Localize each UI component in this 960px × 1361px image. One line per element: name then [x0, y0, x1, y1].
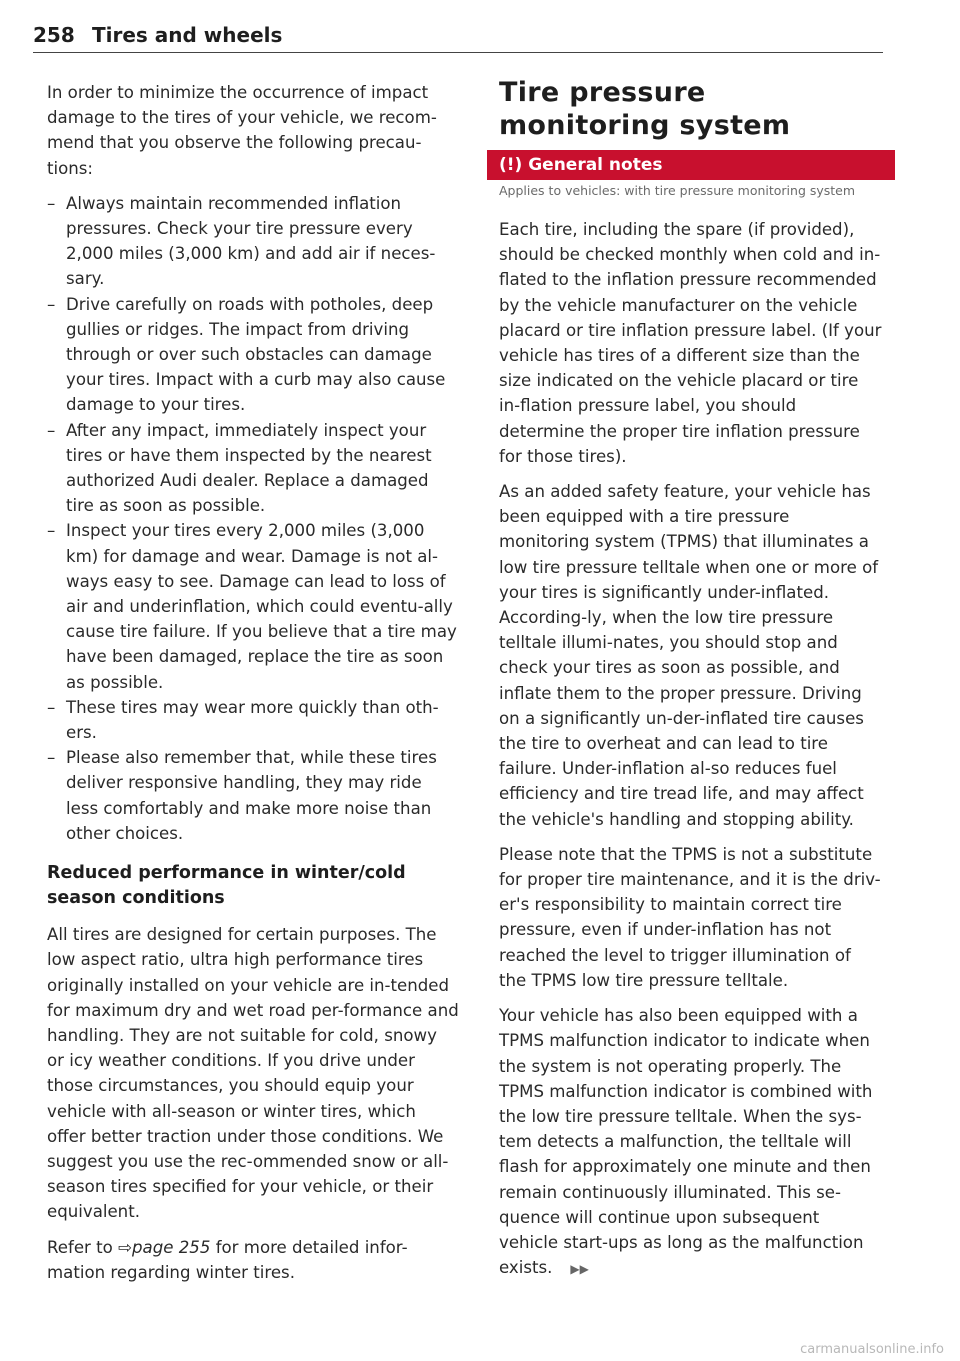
list-item: – Drive carefully on roads with potholes, deep gullies or ridges. The impact from driving through or over such obstacles can damage your tires. Impact with a curb may also cause damage to your tires.: [47, 292, 459, 418]
link-arrow-icon: ⇨: [118, 1237, 132, 1257]
refer-suffix: for more detailed infor-mation regarding winter tires.: [47, 1237, 408, 1282]
applies-to-text: Applies to vehicles: with tire pressure monitoring system: [499, 183, 856, 198]
refer-prefix: Refer to: [47, 1237, 113, 1257]
intro-paragraph: In order to minimize the occurrence of impact damage to the tires of your vehicle, we recom-mend that you observe the following precau-tions:: [47, 83, 437, 178]
continue-arrow-icon: ▶▶: [570, 1262, 589, 1277]
precautions-list: [47, 191, 459, 846]
winter-heading: Reduced performance in winter/cold season conditions: [47, 863, 406, 909]
tpms-paragraph: As an added safety feature, your vehicle has been equipped with a tire pressure monitoring system (TPMS) that illuminates a low tire pressure telltale when one or more of your tires is significantly under-inflated. According-ly, when the low tire pressure telltale illumi-nates, you should stop and check your tires as soon as possible, and inflate them to the proper pressure. Driving on a significantly un-der-inflated tire causes the tire to overheat and can lead to tire failure. Under-inflation al-so reduces fuel efficiency and tire tread life, and may affect the vehicle's handling and stopping ability.: [499, 482, 879, 829]
section-title: Tires and wheels: [92, 23, 283, 47]
list-item: – These tires may wear more quickly than oth-ers.: [47, 695, 459, 745]
winter-paragraph: All tires are designed for certain purposes. The low aspect ratio, ultra high performance tires originally installed on your vehicle are in-tended for maximum dry and wet road per-formance and handling. They are not suitable for cold, snowy or icy weather conditions. If you drive under those circumstances, you should equip your vehicle with all-season or winter tires, which offer better traction under those conditions. We suggest you use the rec-ommended snow or all-season tires specified for your vehicle, or their equivalent.: [47, 925, 459, 1222]
list-item: – Please also remember that, while these tires deliver responsive handling, they may ride less comfortably and make more noise than other choices.: [47, 745, 459, 846]
refer-paragraph: [47, 1235, 459, 1285]
general-notes-bar: (!) General notes: [487, 150, 895, 180]
tpms-paragraph-text: Your vehicle has also been equipped with a TPMS malfunction indicator to indicate when the system is not operating properly. The TPMS malfunction indicator is combined with the low tire pressure telltale. When the sys-tem detects a malfunction, the telltale will flash for approximately one minute and then remain continuously illuminated. This se-quence will continue upon subsequent vehicle start-ups as long as the malfunction exists.: [499, 1006, 873, 1278]
page-header: [33, 22, 883, 53]
page-255-link[interactable]: [118, 1238, 210, 1257]
tpms-paragraph: Each tire, including the spare (if provided), should be checked monthly when cold and in-flated to the inflation pressure recommended by the vehicle manufacturer on the vehicle placard or tire inflation pressure label. (If your vehicle has tires of a different size than the size indicated on the vehicle placard or tire in-flation pressure label, you should determine the proper tire inflation pressure for those tires).: [499, 220, 882, 466]
watermark: carmanualsonline.info: [800, 1342, 944, 1357]
left-column: [47, 80, 459, 1295]
list-item: – Always maintain recommended inflation pressures. Check your tire pressure every 2,000 miles (3,000 km) and add air if neces-sary.: [47, 191, 459, 292]
right-column: [499, 76, 883, 1292]
tpms-paragraph-last: [499, 1003, 883, 1282]
page-link-text: page 255: [132, 1237, 211, 1257]
page-number: 258: [33, 23, 75, 47]
tpms-paragraph: Please note that the TPMS is not a substitute for proper tire maintenance, and it is the driv-er's responsibility to maintain correct tire pressure, even if under-inflation has not reached the level to trigger illumination of the TPMS low tire pressure telltale.: [499, 844, 881, 990]
tpms-title: Tire pressure monitoring system: [499, 77, 791, 141]
list-item: – Inspect your tires every 2,000 miles (3,000 km) for damage and wear. Damage is not al-ways easy to see. Damage can lead to loss of air and underinflation, which could eventu-ally cause tire failure. If you believe that a tire may have been damaged, replace the tire as soon as possible.: [47, 518, 459, 694]
list-item: – After any impact, immediately inspect your tires or have them inspected by the nearest authorized Audi dealer. Replace a damaged tire as soon as possible.: [47, 418, 459, 519]
